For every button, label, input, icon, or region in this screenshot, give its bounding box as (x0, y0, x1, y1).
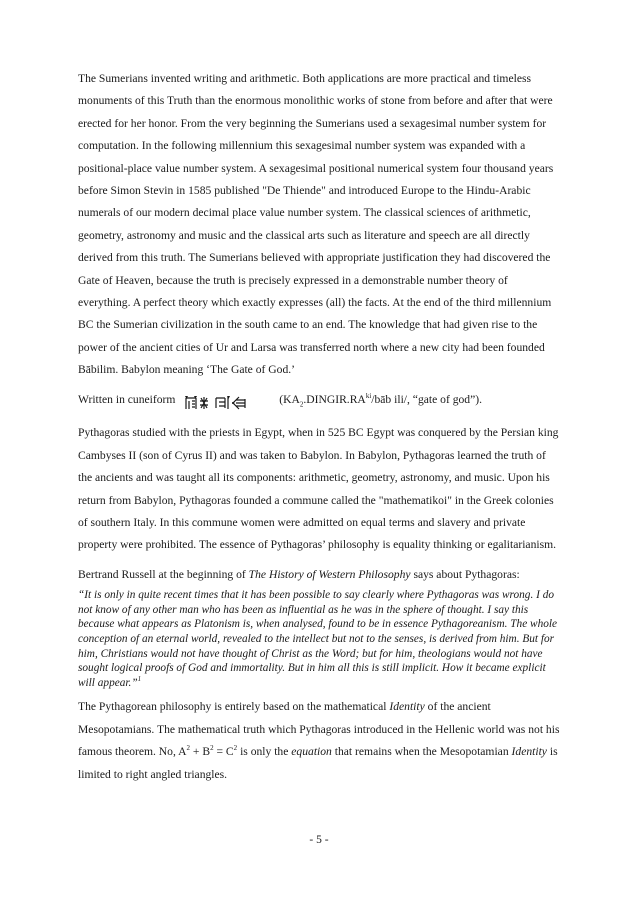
cuneiform-dingir: .DINGIR.RA (303, 392, 366, 406)
russell-quote (78, 588, 562, 690)
cuneiform-ki-superscript: ki (365, 391, 372, 400)
identity-text-g: is limited to right angled triangles. (78, 745, 558, 781)
cuneiform-suffix: /bāb ili/, “gate of god”). (371, 392, 483, 406)
identity-text-a: The Pythagorean philosophy is entirely based on the mathematical (78, 700, 390, 714)
identity-text-f: that remains when the Mesopotamian (331, 745, 512, 759)
equation-term: equation (291, 745, 332, 759)
exponent-b: 2 (210, 744, 214, 753)
cuneiform-ka-subscript: 2 (299, 400, 304, 408)
quote-text: “It is only in quite recent times that it has been possible to say clearly where Pythagoras was wrong. I do not know of any other man who has been as influential as he was in the sphere of thought. I say this because what appears as Platonism is, when analysed, found to be in essence Pythagoreanism. The whole conception of an eternal world, revealed to the intellect but not to the senses, is derived from him. But for him, Christians would not have thought of Christ as the Word; but for him, theologians would not have sought logical proofs of God and immortality. But in him all this is still implicit. How it became explicit will appear.” (78, 589, 558, 689)
page-content (78, 68, 562, 793)
identity-text-d: = C (213, 745, 234, 759)
identity-text-e: is only the (237, 745, 292, 759)
identity-text-b: of the ancient Mesopotamians. The mathematical truth which Pythagoras introduced in the Hellenic world was not his famous theorem. No, A (78, 700, 560, 759)
exponent-c: 2 (233, 744, 238, 753)
identity-term: Identity (389, 700, 425, 714)
paragraph-identity (78, 696, 562, 786)
russell-prefix: Bertrand Russell at the beginning of (78, 567, 249, 581)
paragraph-pythagoras: Pythagoras studied with the priests in Egypt, when in 525 BC Egypt was conquered by the Persian king Cambyses II (son of Cyrus II) and was taken to Babylon. In Babylon, Pythagoras learned the truth of the ancients and was taught all its components: arithmetic, geometry, astronomy, and music. Upon his return from Babylon, Pythagoras founded a commune called the "mathematikoi" in the Greek colonies of southern Italy. In this commune women were admitted on equal terms and slavery and private property were prohibited. The essence of Pythagoras’ philosophy is equality thinking or egalitarianism. (78, 426, 559, 552)
identity-text-c: + B (190, 745, 211, 759)
cuneiform-ka: (KA (279, 392, 300, 406)
paragraph-sumerians: The Sumerians invented writing and arithmetic. Both applications are more practical and timeless monuments of this Truth than the enormous monolithic works of stone from before and after that were erected for her honor. From the very beginning the Sumerians used a sexagesimal number system for computation. In the following millennium this sexagesimal number system was expanded with a positional-place value number system. A sexagesimal positional numerical system four thousand years before Simon Stevin in 1585 published "De Thiende" and introduced Europe to the Hindu-Arabic numerals of our modern decimal place value number system. The classical sciences of arithmetic, geometry, astronomy and music and the classical arts such as literature and speech are all directly derived from this truth. The Sumerians believed with appropriate justification they had discovered the Gate of Heaven, because the truth is precisely expressed in a demonstrable number theory of everything. A perfect theory which exactly expresses (all) the facts. At the end of the third millennium BC the Sumerian civilization in the south came to an end. The knowledge that had given rise to the power of the ancient cities of Ur and Larsa was transferred north where a new city had been founded Bābilim. Babylon meaning ‘The Gate of God.’ (78, 72, 554, 377)
cuneiform-glyphs-icon (184, 392, 270, 414)
identity-term-2: Identity (511, 745, 547, 759)
cuneiform-prefix: Written in cuneiform (78, 392, 176, 406)
book-title: The History of Western Philosophy (248, 567, 411, 581)
paragraph-russell (78, 564, 562, 586)
paragraph-cuneiform (78, 389, 562, 416)
footnote-marker[interactable]: 1 (137, 675, 142, 684)
page-number: - 5 - (309, 834, 329, 846)
russell-suffix: says about Pythagoras: (410, 567, 520, 581)
exponent-a: 2 (186, 744, 191, 753)
